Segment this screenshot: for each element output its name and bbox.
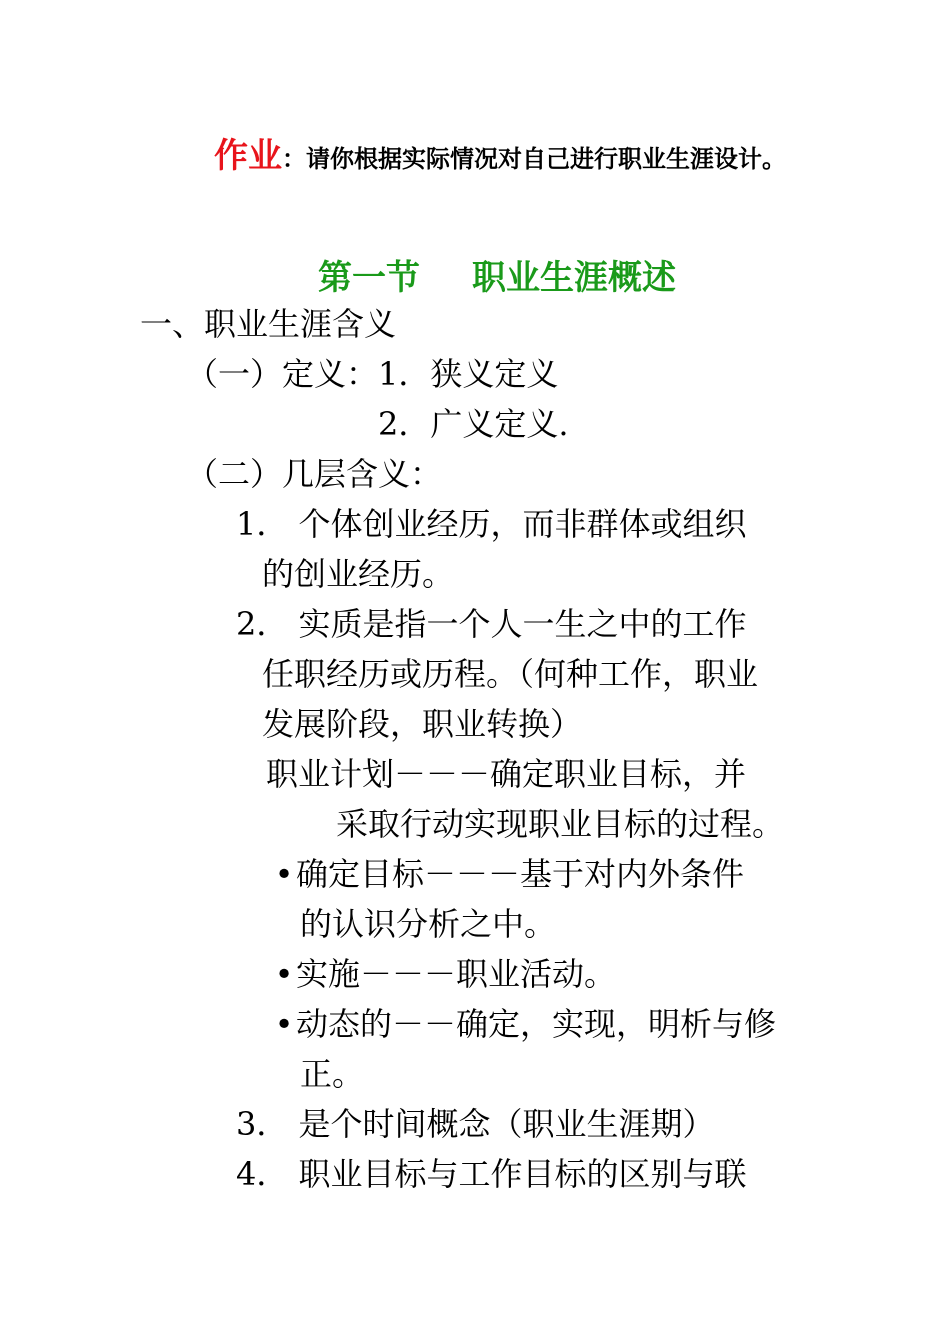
bullet-item-dynamic [272, 1004, 776, 1044]
bullet-icon: • [274, 1005, 294, 1043]
career-plan-line-1: 职业计划－－－确定职业目标，并 [266, 755, 747, 793]
bullet-icon: • [274, 955, 294, 993]
section-name: 职业生涯概述 [472, 258, 676, 298]
definition-line [186, 354, 558, 394]
career-plan-line-2: 采取行动实现职业目标的过程。 [336, 805, 785, 843]
point-2-line-3: 发展阶段，职业转换） [262, 705, 583, 743]
definition-label: （一）定义： [186, 355, 379, 393]
meanings-label: （二）几层含义： [186, 455, 443, 493]
bullet-dynamic-line-2: 正。 [300, 1055, 365, 1093]
homework-line [214, 128, 786, 177]
bullet-implement-text: 实施－－－职业活动。 [296, 955, 617, 993]
definition-broad: 2．广义定义. [378, 405, 569, 443]
homework-colon: ： [282, 145, 306, 173]
homework-label: 作业 [214, 136, 282, 176]
section-number: 第一节 [318, 258, 420, 298]
point-1-line-1: 1． 个体创业经历，而非群体或组织 [236, 505, 747, 543]
bullet-icon: • [274, 855, 294, 893]
bullet-item-implement [272, 954, 616, 994]
point-3: 3． 是个时间概念（职业生涯期） [236, 1105, 715, 1143]
point-2-line-2: 任职经历或历程。（何种工作，职业 [262, 655, 759, 693]
bullet-goal-line-2: 的认识分析之中。 [300, 905, 557, 943]
bullet-goal-line-1: 确定目标－－－基于对内外条件 [296, 855, 745, 893]
homework-text: 请你根据实际情况对自己进行职业生涯设计。 [306, 145, 786, 173]
point-1-line-2: 的创业经历。 [262, 555, 455, 593]
definition-narrow: 1．狭义定义 [378, 355, 559, 393]
heading-career-meaning: 一、职业生涯含义 [140, 305, 397, 343]
section-title [318, 250, 676, 299]
bullet-item-goal [272, 854, 744, 894]
point-2-line-1: 2． 实质是指一个人一生之中的工作 [236, 605, 747, 643]
point-4: 4． 职业目标与工作目标的区别与联 [236, 1155, 747, 1193]
bullet-dynamic-line-1: 动态的－－确定，实现，明析与修 [296, 1005, 777, 1043]
